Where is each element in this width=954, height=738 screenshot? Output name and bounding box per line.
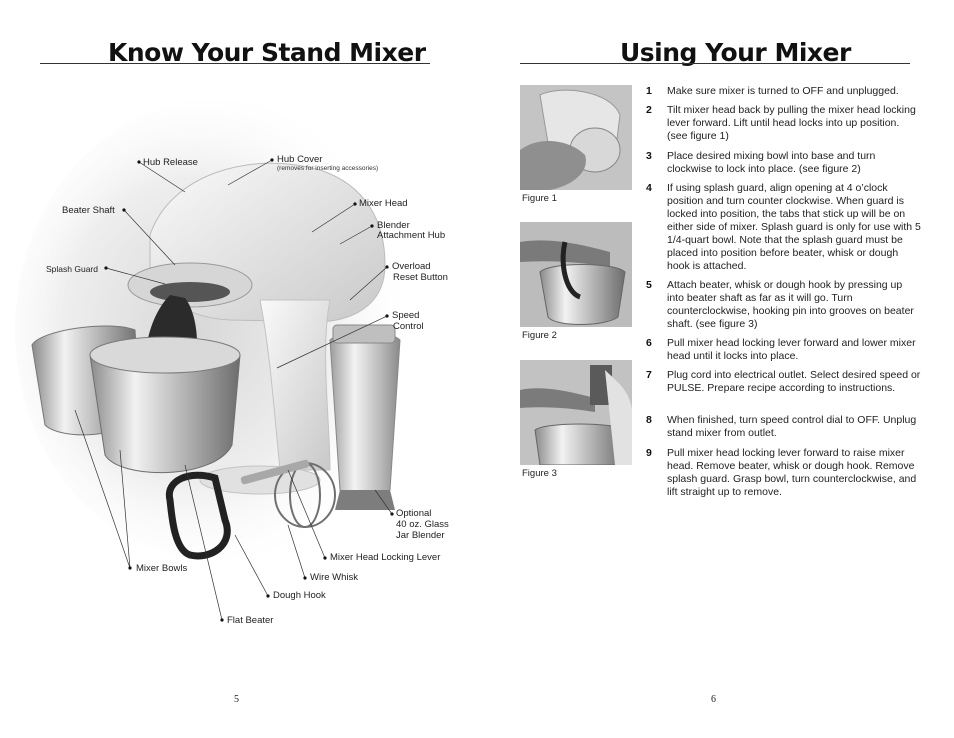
- step-number: 6: [646, 337, 652, 349]
- label-blender-hub-line1: Blender: [377, 220, 410, 231]
- step-text: Plug cord into electrical outlet. Select desired speed or PULSE. Prepare recipe according to instructions.: [667, 369, 921, 394]
- label-blender-hub-line2: Attachment Hub: [377, 230, 446, 241]
- step-7: [646, 369, 922, 395]
- step-number: 8: [646, 414, 652, 426]
- label-mixer-head: Mixer Head: [359, 198, 408, 209]
- step-5: [646, 279, 922, 331]
- step-8: [646, 414, 922, 440]
- step-number: 2: [646, 104, 652, 116]
- step-text: If using splash guard, align opening at 4 o’clock position and turn counter clockwise. When guard is locked into position, the tabs that stick up will be on either side of mixer. Splash guard is only for use with 5 1/4-quart bowl. Note that the splash guard must be placed into position before beater, whisk or dough hook is attached.: [667, 182, 921, 272]
- label-dough-hook: Dough Hook: [273, 590, 326, 601]
- splash-guard-shape: [128, 263, 252, 307]
- label-hub-release: Hub Release: [143, 157, 198, 168]
- figure-3-caption: Figure 3: [522, 468, 557, 479]
- step-text: Attach beater, whisk or dough hook by pressing up into beater shaft as far as it will go. Turn counterclockwise, hooking pin into grooves on beater shaft. (see figure 3): [667, 279, 914, 330]
- step-6: [646, 337, 922, 363]
- step-4: [646, 182, 922, 273]
- step-1: [646, 85, 922, 98]
- step-number: 1: [646, 85, 652, 97]
- right-page-title: Using Your Mixer: [620, 38, 851, 67]
- label-overload-line2: Reset Button: [393, 272, 448, 283]
- step-text: Pull mixer head locking lever forward and lower mixer head until it locks into place.: [667, 337, 916, 362]
- step-number: 3: [646, 150, 652, 162]
- right-title-rule: [520, 63, 910, 64]
- label-hub-cover: Hub Cover: [277, 154, 323, 165]
- step-text: Make sure mixer is turned to OFF and unplugged.: [667, 85, 899, 97]
- step-number: 7: [646, 369, 652, 381]
- step-text: Tilt mixer head back by pulling the mixer head locking lever forward. Lift until head locks into up position. (see figure 1): [667, 104, 916, 142]
- figure-1-caption: Figure 1: [522, 193, 557, 204]
- label-speed-line1: Speed: [392, 310, 420, 321]
- glass-jar-blender-shape: [330, 325, 400, 510]
- step-text: Place desired mixing bowl into base and turn clockwise to lock into place. (see figure 2): [667, 150, 876, 175]
- left-page-title: Know Your Stand Mixer: [108, 38, 426, 67]
- label-flat-beater: Flat Beater: [227, 615, 274, 626]
- label-locking-lever: Mixer Head Locking Lever: [330, 552, 441, 563]
- figure-1-photo: [520, 85, 632, 190]
- left-page-number: 5: [234, 694, 239, 705]
- label-optional-line3: Jar Blender: [396, 530, 445, 541]
- label-overload-line1: Overload: [392, 261, 431, 272]
- step-9: [646, 447, 922, 499]
- label-wire-whisk: Wire Whisk: [310, 572, 359, 583]
- figure-2-photo: [520, 222, 632, 327]
- label-beater-shaft: Beater Shaft: [62, 205, 115, 216]
- label-speed-line2: Control: [393, 321, 424, 332]
- label-hub-cover-note: (removes for inserting accessories): [277, 165, 379, 172]
- label-mixer-bowls: Mixer Bowls: [136, 563, 188, 574]
- label-splash-guard: Splash Guard: [46, 264, 98, 274]
- step-number: 4: [646, 182, 652, 194]
- right-page-number: 6: [711, 694, 716, 705]
- step-number: 9: [646, 447, 652, 459]
- step-2: [646, 104, 922, 143]
- figure-2-caption: Figure 2: [522, 330, 557, 341]
- step-text: When finished, turn speed control dial to OFF. Unplug stand mixer from outlet.: [667, 414, 917, 439]
- label-optional-line1: Optional: [396, 508, 432, 519]
- step-text: Pull mixer head locking lever forward to raise mixer head. Remove beater, whisk or dough hook. Remove splash guard. Grasp bowl, turn counterclockwise, and lift straight up to remove.: [667, 447, 917, 498]
- label-optional-line2: 40 oz. Glass: [396, 519, 449, 530]
- step-number: 5: [646, 279, 652, 291]
- step-3: [646, 150, 922, 176]
- figure-3-photo: [520, 360, 632, 465]
